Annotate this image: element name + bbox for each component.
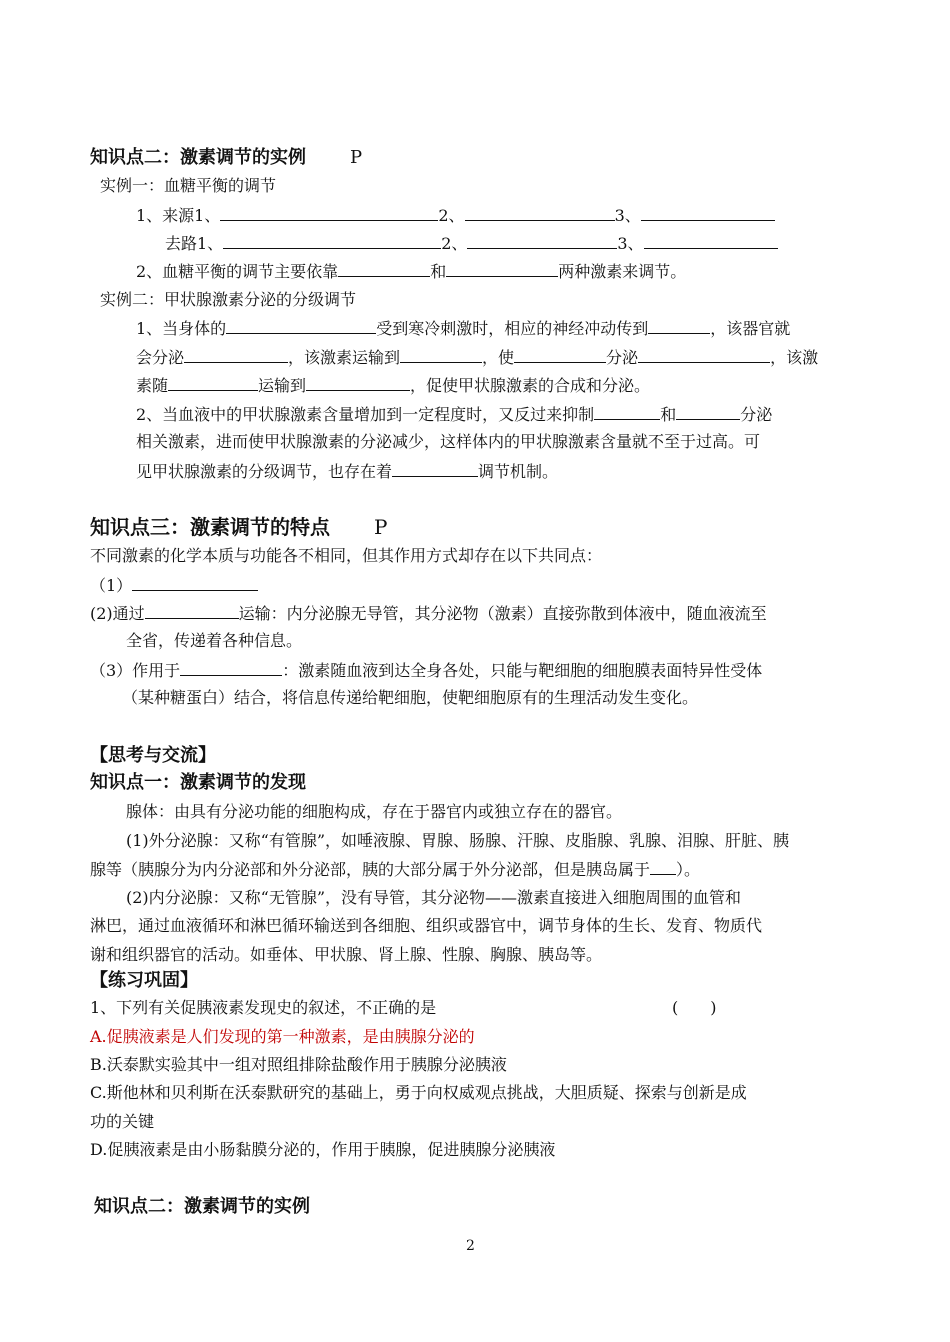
option-c-line2[interactable]: 功的关键: [90, 1112, 155, 1131]
fill-blank[interactable]: [132, 575, 258, 591]
endocrine-line3: 谢和组织器官的活动。如垂体、甲状腺、肾上腺、性腺、胸腺、胰岛等。: [90, 945, 603, 964]
fill-blank[interactable]: [467, 233, 617, 249]
fill-blank[interactable]: [180, 660, 282, 676]
fill-blank[interactable]: [644, 233, 778, 249]
fill-blank[interactable]: [514, 347, 606, 363]
kp3-item3-line1: （3）作用于 ：激素随血液到达全身各处，只能与靶细胞的细胞膜表面特异性受体: [90, 661, 763, 680]
kp1-heading: 知识点一：激素调节的发现: [90, 772, 306, 793]
fill-blank[interactable]: [223, 233, 441, 249]
exocrine-line2: 腺等（胰腺分为内分泌部和外分泌部，胰的大部分属于外分泌部，但是胰岛属于 ）。: [90, 860, 701, 879]
fill-blank[interactable]: [168, 375, 258, 391]
kp3-item2-line2: 全省，传递着各种信息。: [126, 631, 303, 650]
gland-definition: 腺体：由具有分泌功能的细胞构成，存在于器官内或独立存在的器官。: [126, 802, 623, 821]
kp2-page-ref: P: [350, 147, 363, 168]
kp3-intro: 不同激素的化学本质与功能各不相同，但其作用方式却存在以下共同点：: [90, 546, 603, 565]
thyroid-para1-line3: 素随 运输到 ，促使甲状腺激素的合成和分泌。: [136, 376, 651, 395]
kp2-heading: 知识点二：激素调节的实例 P: [90, 147, 363, 168]
kp3-page-ref: P: [374, 515, 388, 539]
thyroid-para2-line2: 相关激素，进而使甲状腺激素的分泌减少，这样体内的甲状腺激素含量就不至于过高。可: [136, 432, 761, 451]
fill-blank[interactable]: [392, 461, 478, 477]
glucose-source-line: 1、来源1、 2、 3、: [136, 205, 775, 226]
answer-paren[interactable]: ( ): [672, 998, 717, 1017]
kp3-item3-line2: （某种糖蛋白）结合，将信息传递给靶细胞，使靶细胞原有的生理活动发生变化。: [122, 688, 699, 707]
option-c-line1[interactable]: C.斯他林和贝利斯在沃泰默研究的基础上，勇于向权威观点挑战，大胆质疑、探索与创新是成: [90, 1083, 747, 1102]
practice-heading: 【练习巩固】: [90, 970, 198, 991]
option-b[interactable]: B.沃泰默实验其中一组对照组排除盐酸作用于胰腺分泌胰液: [90, 1055, 507, 1074]
fill-blank[interactable]: [465, 205, 615, 221]
kp2-example1-title: 实例一：血糖平衡的调节: [100, 176, 277, 195]
option-d[interactable]: D.促胰液素是由小肠黏膜分泌的，作用于胰腺，促进胰腺分泌胰液: [90, 1140, 556, 1159]
thyroid-para2-line1: 2、当血液中的甲状腺激素含量增加到一定程度时，又反过来抑制 和 分泌: [136, 405, 773, 424]
fill-blank[interactable]: [306, 375, 410, 391]
kp3-item1: （1）: [90, 575, 258, 596]
question-1: 1、下列有关促胰液素发现史的叙述，不正确的是: [90, 998, 437, 1017]
fill-blank[interactable]: [648, 318, 710, 334]
endocrine-line1: (2)内分泌腺：又称“无管腺”，没有导管，其分泌物——激素直接进入细胞周围的血管和: [126, 888, 742, 907]
fill-blank[interactable]: [638, 347, 770, 363]
fill-blank[interactable]: [400, 347, 482, 363]
fill-blank[interactable]: [338, 261, 430, 277]
kp3-item2-line1: (2)通过 运输：内分泌腺无导管，其分泌物（激素）直接弥散到体液中，随血液流至: [90, 604, 767, 623]
option-a[interactable]: A.促胰液素是人们发现的第一种激素，是由胰腺分泌的: [90, 1027, 475, 1046]
think-heading: 【思考与交流】: [90, 745, 216, 766]
fill-blank[interactable]: [676, 404, 740, 420]
glucose-destination-line: 去路1、 2、 3、: [165, 233, 778, 254]
fill-blank[interactable]: [446, 261, 558, 277]
fill-blank[interactable]: [220, 205, 438, 221]
kp2-example2-title: 实例二：甲状腺激素分泌的分级调节: [100, 290, 357, 309]
thyroid-para2-line3: 见甲状腺激素的分级调节，也存在着 调节机制。: [136, 462, 559, 481]
fill-blank[interactable]: [650, 859, 676, 875]
fill-blank[interactable]: [145, 603, 239, 619]
glucose-hormones-line: 2、血糖平衡的调节主要依靠 和 两种激素来调节。: [136, 262, 687, 281]
footer-heading: 知识点二：激素调节的实例: [94, 1196, 310, 1217]
endocrine-line2: 淋巴，通过血液循环和淋巴循环输送到各细胞、组织或器官中，调节身体的生长、发育、物质代: [90, 916, 763, 935]
kp3-heading: 知识点三：激素调节的特点 P: [90, 515, 388, 539]
page-number: 2: [466, 1238, 475, 1254]
thyroid-para1-line1: 1、当身体的 受到寒冷刺激时，相应的神经冲动传到 ，该器官就: [136, 319, 791, 338]
thyroid-para1-line2: 会分泌 ，该激素运输到 ，使 分泌 ，该激: [136, 348, 819, 367]
fill-blank[interactable]: [594, 404, 660, 420]
fill-blank[interactable]: [184, 347, 288, 363]
exocrine-line1: (1)外分泌腺：又称“有管腺”，如唾液腺、胃腺、肠腺、汗腺、皮脂腺、乳腺、泪腺、肝脏、胰: [126, 831, 790, 850]
fill-blank[interactable]: [641, 205, 775, 221]
fill-blank[interactable]: [226, 318, 376, 334]
